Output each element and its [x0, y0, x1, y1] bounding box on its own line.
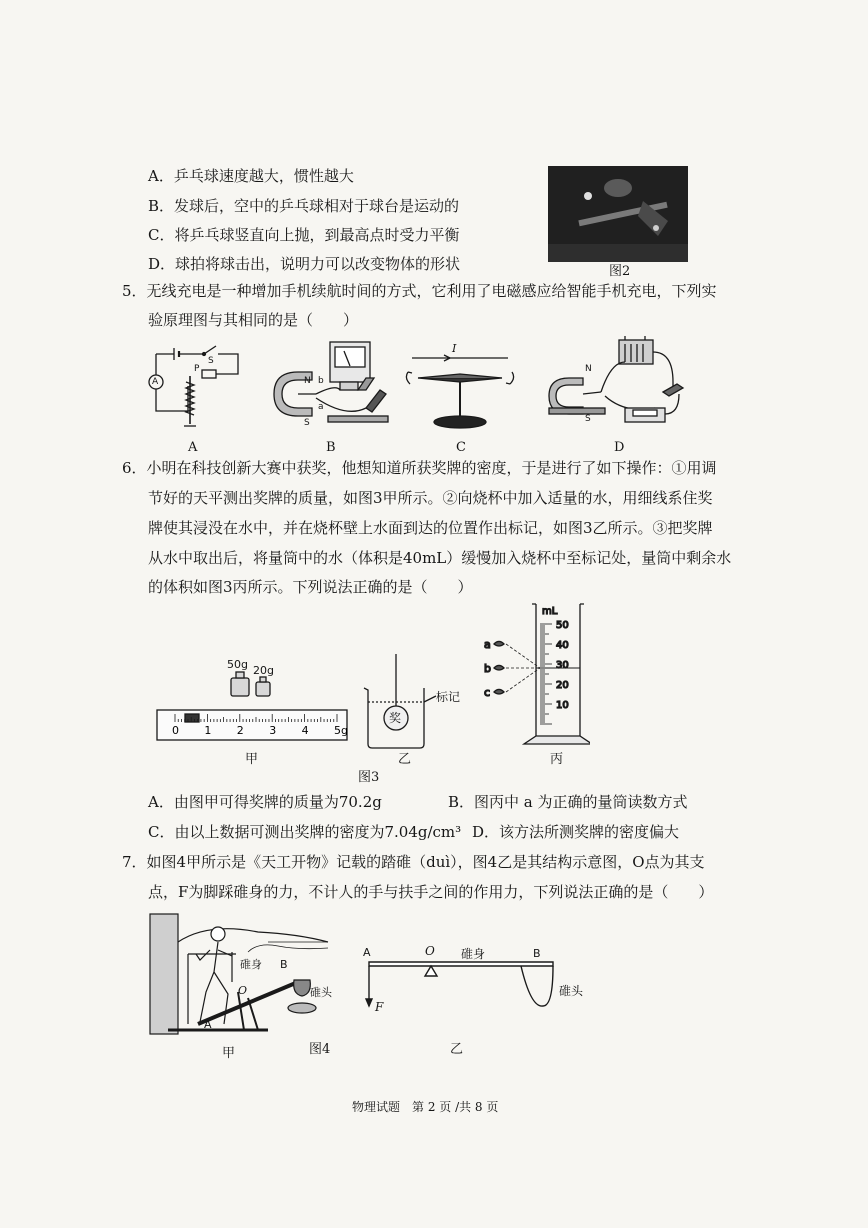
figure-4-yi-caption: 乙: [450, 1042, 464, 1057]
scale-tick-label: 0: [172, 724, 179, 737]
q6-option-c: C．由以上数据可测出奖牌的密度为7.04g/cm³: [148, 823, 462, 841]
mark-label: 标记: [436, 690, 461, 704]
fig-b-n-label: N: [304, 376, 311, 386]
sight-line: [506, 644, 540, 668]
q5-label-d: D: [614, 440, 625, 455]
fig4-yi-a-label: A: [363, 946, 371, 959]
figure-4-caption: 图4: [309, 1042, 331, 1057]
fig4-jia-o-label: O: [238, 984, 248, 997]
scale-tick-label: 4: [301, 724, 309, 737]
q6-stem-line-2: 节好的天平测出奖牌的质量，如图3甲所示。②向烧杯中加入适量的水，用细线系住奖: [148, 489, 713, 507]
q4-option-d: D．球拍将球击出，说明力可以改变物体的形状: [148, 255, 461, 273]
fig4-yi-head-label: 碓头: [559, 984, 584, 998]
eye-icon: [494, 642, 504, 647]
figure-3-bing: [480, 600, 590, 760]
figure-3-jia-caption: 甲: [245, 752, 259, 767]
q6-stem-line-1: 6．小明在科技创新大赛中获奖，他想知道所获奖牌的密度，于是进行了如下操作：①用调: [122, 459, 717, 477]
q6-option-b: B．图丙中 a 为正确的量筒读数方式: [448, 793, 688, 811]
q7-stem-line-2: 点，F为脚踩碓身的力，不计人的手与扶手之间的作用力，下列说法正确的是（ ）: [148, 883, 714, 901]
page-footer: 物理试题 第 2 页 /共 8 页: [352, 1100, 499, 1114]
q6-stem-line-5: 的体积如图3丙所示。下列说法正确的是（ ）: [148, 578, 473, 596]
fig4-jia-b-label: B: [280, 958, 288, 971]
cylinder-tick-label: 30: [556, 660, 569, 671]
scale-tick-label: 2: [236, 724, 244, 737]
eye-label: a: [484, 638, 491, 651]
sight-line: [506, 668, 540, 692]
q6-stem-line-4: 从水中取出后，将量筒中的水（体积是40mL）缓慢加入烧杯中至标记处，量筒中剩余水: [148, 549, 732, 567]
cylinder-unit-label: mL: [542, 606, 558, 617]
figure-3-yi: [360, 652, 470, 752]
scale-tick-label: 3: [269, 724, 277, 737]
fig4-yi-body-label: 碓身: [461, 947, 486, 961]
q4-option-a: A．乒乓球速度越大，惯性越大: [148, 167, 354, 185]
cylinder-tick-label: 40: [556, 640, 569, 651]
fig4-jia-head-label: 碓头: [310, 986, 332, 999]
figure-3-caption: 图3: [358, 770, 380, 785]
eye-icon: [494, 666, 504, 671]
q5-figure-a: [146, 336, 246, 436]
eye-label: b: [484, 662, 491, 675]
fig-a-switch-label: S: [208, 356, 214, 366]
figure-4-yi: [355, 944, 595, 1028]
fig-b-s-label: S: [304, 418, 310, 428]
q5-stem-line-2: 验原理图与其相同的是（ ）: [148, 311, 359, 329]
fig-d-n-label: N: [585, 364, 592, 374]
weight-50g-label: 50g: [227, 658, 248, 671]
figure-3-jia: [155, 656, 350, 746]
medal-label: 奖: [389, 711, 402, 725]
fig-a-ammeter-label: A: [152, 377, 159, 387]
scale-tick-label: 1: [204, 724, 212, 737]
figure-2-caption: 图2: [609, 264, 631, 279]
figure-4-jia-caption: 甲: [222, 1046, 236, 1061]
q4-option-b: B．发球后，空中的乒乓球相对于球台是运动的: [148, 197, 460, 215]
q7-stem-line-1: 7．如图4甲所示是《天工开物》记载的踏碓（duì），图4乙是其结构示意图，O点为其支: [122, 853, 705, 871]
fig-c-current-label: I: [452, 342, 457, 355]
fig4-jia-a-label: A: [204, 1018, 212, 1031]
weight-20g-label: 20g: [253, 664, 274, 677]
fig4-jia-body-label: 碓身: [240, 958, 262, 971]
q5-figure-b: [268, 336, 393, 436]
q5-label-a: A: [188, 440, 198, 455]
q5-label-b: B: [326, 440, 336, 455]
fig4-yi-o-label: O: [425, 944, 435, 958]
q4-option-c: C．将乒乓球竖直向上抛，到最高点时受力平衡: [148, 226, 460, 244]
cylinder-tick-label: 10: [556, 700, 569, 711]
fig-b-b-label: b: [318, 376, 324, 386]
fig-a-p-label: P: [194, 364, 200, 374]
fig-d-s-label: S: [585, 414, 591, 424]
q6-stem-line-3: 牌使其浸没在水中，并在烧杯壁上水面到达的位置作出标记，如图3乙所示。③把奖牌: [148, 519, 713, 537]
q5-stem-line-1: 5．无线充电是一种增加手机续航时间的方式，它利用了电磁感应给智能手机充电，下列实: [122, 282, 717, 300]
figure-3-yi-caption: 乙: [398, 752, 412, 767]
figure-4-jia: [148, 912, 333, 1037]
figure-2-photo: [548, 166, 688, 262]
q5-label-c: C: [456, 440, 466, 455]
eye-icon: [494, 690, 504, 695]
cylinder-tick-label: 50: [556, 620, 569, 631]
cylinder-tick-label: 20: [556, 680, 569, 691]
eye-label: c: [484, 686, 491, 699]
q6-option-a: A．由图甲可得奖牌的质量为70.2g: [148, 793, 382, 811]
q5-figure-c: [400, 336, 520, 436]
figure-3-bing-caption: 丙: [550, 752, 564, 767]
q5-figure-d: [545, 334, 690, 436]
fig-b-a-label: a: [318, 402, 324, 412]
fig4-yi-b-label: B: [533, 947, 541, 960]
balance-scale-ticks: [155, 656, 350, 746]
scale-tick-label: 5g: [334, 724, 348, 737]
q6-option-d: D．该方法所测奖牌的密度偏大: [472, 823, 680, 841]
fig4-yi-f-label: F: [375, 1000, 384, 1014]
